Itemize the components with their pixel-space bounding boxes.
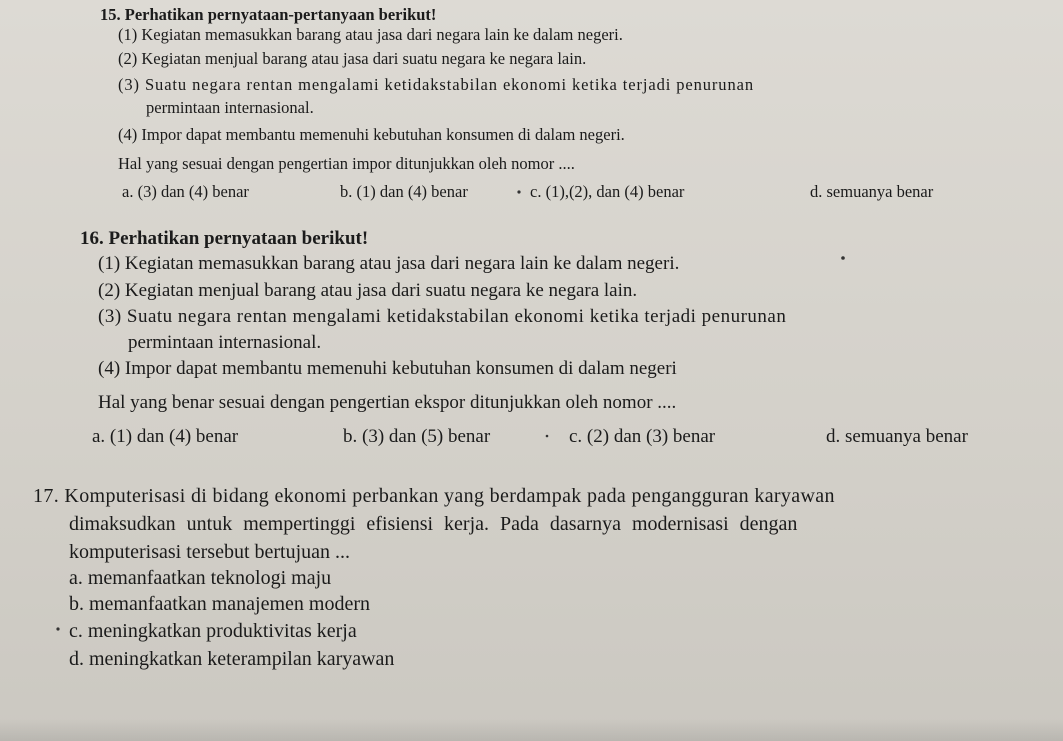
page-bottom-shadow: [0, 719, 1063, 741]
q15-option-d[interactable]: d. semuanya benar: [810, 182, 934, 201]
q15-prompt: Hal yang sesuai dengan pengertian impor ditunjukkan oleh nomor ....: [118, 154, 575, 173]
q16-statement-4: (4) Impor dapat membantu memenuhi kebutuhan konsumen di dalam negeri: [98, 358, 677, 379]
q15-statement-3-cont: permintaan internasional.: [146, 98, 314, 117]
q16-statement-2: (2) Kegiatan menjual barang atau jasa dari suatu negara ke negara lain.: [98, 280, 638, 301]
q17-stem-line-1: 17. Komputerisasi di bidang ekonomi perbankan yang berdampak pada pengangguran karyawan: [33, 485, 835, 507]
q15-statement-3: (3) Suatu negara rentan mengalami ketidakstabilan ekonomi ketika terjadi penurunan: [118, 75, 754, 94]
q15-statement-2: (2) Kegiatan menjual barang atau jasa dari suatu negara ke negara lain.: [118, 49, 587, 68]
q17-option-b[interactable]: b. memanfaatkan manajemen modern: [69, 593, 370, 615]
q15-statement-1: (1) Kegiatan memasukkan barang atau jasa dari negara lain ke dalam negeri.: [118, 25, 623, 44]
tick-mark-q17-c: [56, 627, 59, 630]
q17-option-a[interactable]: a. memanfaatkan teknologi maju: [69, 567, 332, 589]
tick-mark-q15-c: [517, 190, 520, 193]
q16-option-c[interactable]: c. (2) dan (3) benar: [569, 426, 716, 447]
q17-option-d[interactable]: d. meningkatkan keterampilan karyawan: [69, 648, 395, 670]
tick-mark-q16-c: [546, 435, 549, 438]
q15-option-b[interactable]: b. (1) dan (4) benar: [340, 182, 468, 201]
q17-stem-line-2: dimaksudkan untuk mempertinggi efisiensi kerja. Pada dasarnya modernisasi dengan: [69, 513, 798, 535]
q16-title: 16. Perhatikan pernyataan berikut!: [80, 228, 369, 249]
q17-option-c[interactable]: c. meningkatkan produktivitas kerja: [69, 620, 357, 642]
q16-option-d[interactable]: d. semuanya benar: [826, 426, 968, 447]
q15-option-c[interactable]: c. (1),(2), dan (4) benar: [530, 182, 685, 201]
q16-prompt: Hal yang benar sesuai dengan pengertian ekspor ditunjukkan oleh nomor ....: [98, 392, 677, 413]
q16-statement-3: (3) Suatu negara rentan mengalami ketidakstabilan ekonomi ketika terjadi penurunan: [98, 306, 787, 327]
q15-title: 15. Perhatikan pernyataan-pertanyaan berikut!: [100, 5, 437, 24]
q16-option-a[interactable]: a. (1) dan (4) benar: [92, 426, 239, 447]
q16-statement-3-cont: permintaan internasional.: [128, 332, 322, 353]
stray-dot: [841, 256, 845, 260]
q17-stem-line-3: komputerisasi tersebut bertujuan ...: [69, 541, 351, 563]
q16-statement-1: (1) Kegiatan memasukkan barang atau jasa dari negara lain ke dalam negeri.: [98, 253, 680, 274]
q15-option-a[interactable]: a. (3) dan (4) benar: [122, 182, 249, 201]
q15-statement-4: (4) Impor dapat membantu memenuhi kebutuhan konsumen di dalam negeri.: [118, 125, 625, 144]
q16-option-b[interactable]: b. (3) dan (5) benar: [343, 426, 491, 447]
